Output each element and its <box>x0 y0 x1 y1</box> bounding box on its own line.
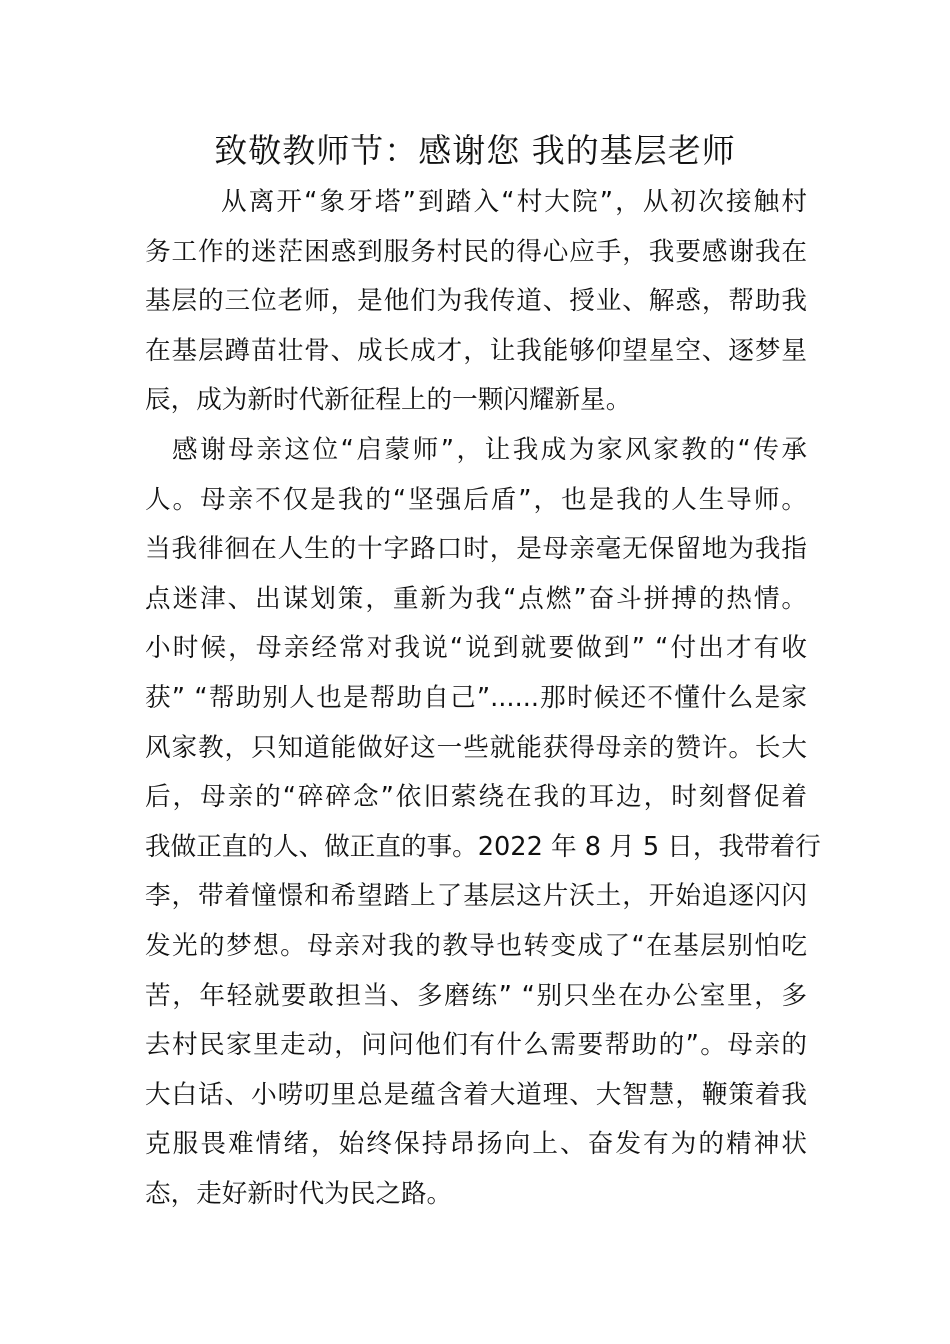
text-line: 大白话、小唠叨里总是蕴含着大道理、大智慧，鞭策着我 <box>145 1079 807 1110</box>
paragraph-1 <box>145 178 807 426</box>
text-line: 获” “帮助别人也是帮助自己”......那时候还不懂什么是家 <box>145 682 807 713</box>
text-line: 基层的三位老师，是他们为我传道、授业、解惑，帮助我 <box>145 286 807 317</box>
document-body <box>145 178 821 1219</box>
paragraph-2 <box>145 426 821 1220</box>
text-line: 去村民家里走动，问问他们有什么需要帮助的”。母亲的 <box>145 1030 807 1061</box>
page-title: 致敬教师节：感谢您 我的基层老师 <box>214 131 736 170</box>
text-line: 发光的梦想。母亲对我的教导也转变成了“在基层别怕吃 <box>145 930 807 961</box>
text-line: 李，带着憧憬和希望踏上了基层这片沃土，开始追逐闪闪 <box>145 881 807 912</box>
text-line: 苦，年轻就要敢担当、多磨练” “别只坐在办公室里，多 <box>145 980 807 1011</box>
text-line: 当我徘徊在人生的十字路口时，是母亲毫无保留地为我指 <box>145 534 807 565</box>
text-line: 态，走好新时代为民之路。 <box>145 1178 453 1209</box>
text-line: 务工作的迷茫困惑到服务村民的得心应手，我要感谢我在 <box>145 236 807 267</box>
text-line: 后，母亲的“碎碎念”依旧萦绕在我的耳边，时刻督促着 <box>145 782 807 813</box>
text-line: 感谢母亲这位“启蒙师”，让我成为家风家教的“传承 <box>172 434 807 465</box>
text-line: 克服畏难情绪，始终保持昂扬向上、奋发有为的精神状 <box>145 1129 807 1160</box>
text-line: 风家教，只知道能做好这一些就能获得母亲的赞许。长大 <box>145 732 807 763</box>
text-line: 人。母亲不仅是我的“坚强后盾”，也是我的人生导师。 <box>145 484 807 515</box>
text-line: 在基层蹲苗壮骨、成长成才，让我能够仰望星空、逐梦星 <box>145 335 807 366</box>
text-line: 我做正直的人、做正直的事。2022 年 8 月 5 日，我带着行 <box>145 831 821 862</box>
text-line: 小时候，母亲经常对我说“说到就要做到” “付出才有收 <box>145 633 807 664</box>
text-line: 从离开“象牙塔”到踏入“村大院”，从初次接触村 <box>221 187 807 217</box>
text-line: 辰，成为新时代新征程上的一颗闪耀新星。 <box>145 385 632 416</box>
text-line: 点迷津、出谋划策，重新为我“点燃”奋斗拼搏的热情。 <box>145 583 807 614</box>
